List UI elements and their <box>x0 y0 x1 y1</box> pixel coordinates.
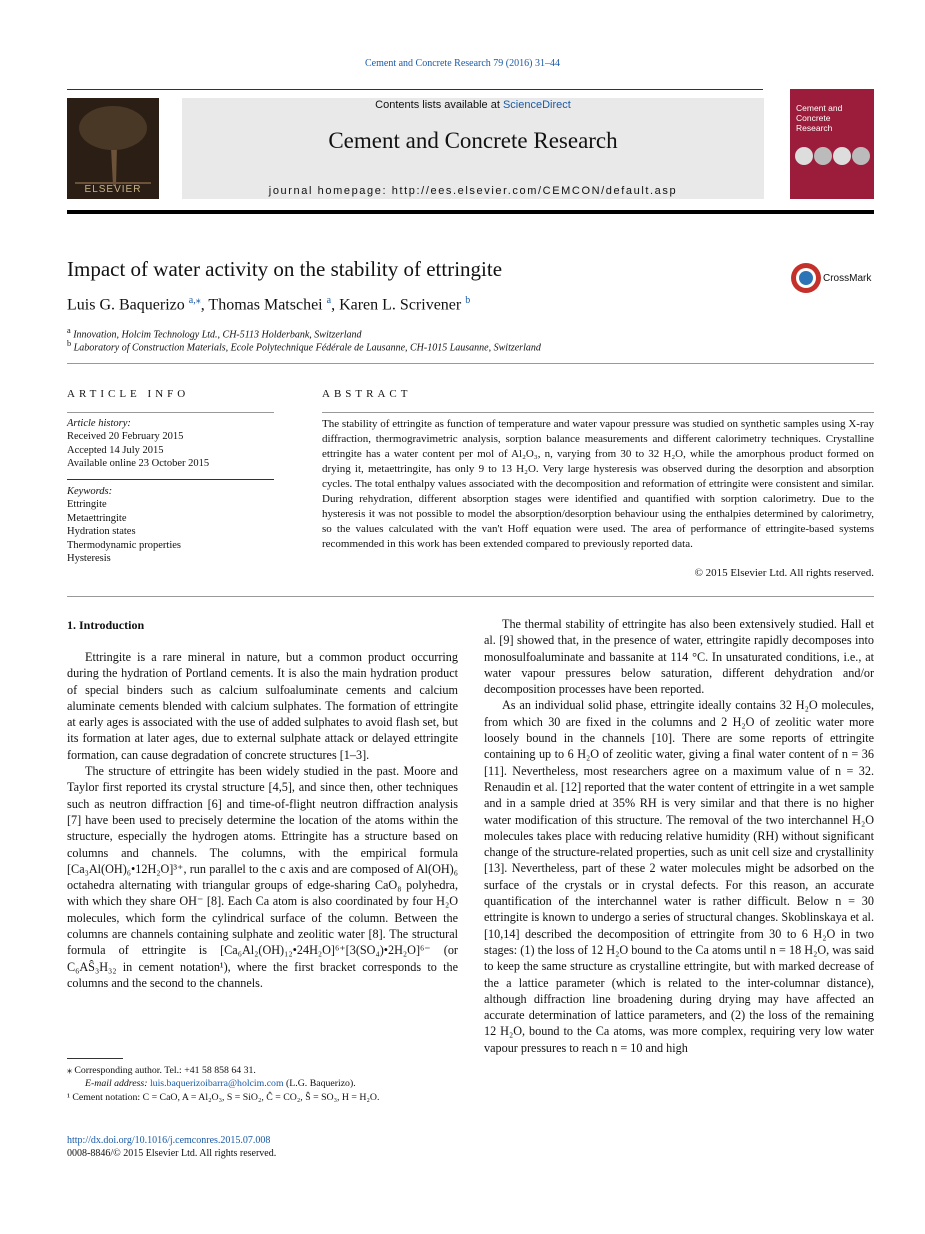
body-column-left <box>67 649 458 991</box>
contents-prefix: Contents lists available at <box>375 99 503 111</box>
author-affiliation-mark[interactable]: a <box>326 295 332 306</box>
crossmark-label[interactable]: CrossMark <box>823 273 872 284</box>
body-paragraph: Ettringite is a rare mineral in nature, but a common product occurring during the hydration of Portland cements. It is also the main hydration product of special binders such as calcium sulfoaluminate cements and calcium aluminate cements blended with calcium sulphates. The formation of ettringite at early ages is associated with the use of added sulphates to avoid flash set, but its formation at later ages, due to external sulphate attack or delayed ettringite formation, can cause degradation of concrete structures [1–3]. <box>67 650 458 762</box>
article-info-heading: ARTICLE INFO <box>67 388 190 400</box>
keyword: Hydration states <box>67 526 136 538</box>
history-item: Accepted 14 July 2015 <box>67 444 164 456</box>
keywords-label: Keywords: <box>67 486 113 497</box>
sciencedirect-link[interactable]: ScienceDirect <box>502 99 571 111</box>
author-affiliation-mark[interactable]: a,⁎ <box>188 295 201 306</box>
keyword: Ettringite <box>67 499 107 511</box>
affiliation-text: Innovation, Holcim Technology Ltd., CH-5113 Holderbank, Switzerland <box>73 329 362 341</box>
body-paragraph: The thermal stability of ettringite has also been extensively studied. Hall et al. [9] showed that, in the presence of water, ettringite rapidly decomposes into monosulfoaluminate and bassanite at 114 °C. In unsaturated conditions, i.e., at water vapour pressures below saturation, different dehydration and/or decomposition processes have been reported. <box>484 617 874 697</box>
email-label: E-mail address: <box>85 1078 150 1089</box>
author-name[interactable]: Luis G. Baquerizo <box>67 296 189 314</box>
keyword: Hysteresis <box>67 553 111 565</box>
contents-line <box>182 99 764 111</box>
keyword: Metaettringite <box>67 512 127 524</box>
divider <box>322 412 874 413</box>
body-column-right <box>484 616 874 1056</box>
affiliation-mark: a <box>67 326 71 335</box>
email-suffix: (L.G. Baquerizo). <box>283 1078 356 1089</box>
abstract-heading: ABSTRACT <box>322 388 412 400</box>
header-rule <box>67 89 763 90</box>
history-item: Available online 23 October 2015 <box>67 458 210 470</box>
cover-title <box>796 103 842 133</box>
divider <box>67 412 274 413</box>
footnote-corresponding: ⁎ Corresponding author. Tel.: +41 58 858 64 31. <box>67 1065 256 1076</box>
journal-citation[interactable]: Cement and Concrete Research 79 (2016) 31–44 <box>365 58 560 69</box>
publisher-wordmark: ELSEVIER <box>84 184 142 195</box>
cover-title-line: Cement and <box>796 103 843 113</box>
copyright: © 2015 Elsevier Ltd. All rights reserved. <box>694 567 874 579</box>
section-heading: 1. Introduction <box>67 618 145 632</box>
footnote-notation: ¹ Cement notation: C = CaO, A = Al₂O₃, S = SiO₂, Ĉ = CO₂, Ŝ = SO₃, H = H₂O. <box>67 1092 380 1103</box>
divider <box>67 479 274 480</box>
issn-line: 0008-8846/© 2015 Elsevier Ltd. All rights reserved. <box>67 1148 277 1159</box>
author-affiliation-mark[interactable]: b <box>465 295 471 306</box>
divider <box>67 596 874 597</box>
keywords <box>67 485 181 565</box>
author-name[interactable]: , Thomas Matschei <box>200 296 327 314</box>
author-name[interactable]: , Karen L. Scrivener <box>331 296 466 314</box>
history-label: Article history: <box>67 418 131 429</box>
journal-homepage[interactable]: journal homepage: http://ees.elsevier.com/CEMCON/default.asp <box>268 185 678 197</box>
affiliation <box>67 339 541 353</box>
footnote-rule <box>67 1058 123 1059</box>
footnote-email <box>85 1078 356 1089</box>
history-item: Received 20 February 2015 <box>67 431 184 443</box>
affiliation-mark: b <box>67 339 72 348</box>
affiliation-text: Laboratory of Construction Materials, Ecole Polytechnique Fédérale de Lausanne, CH-1015 Lausanne, Switzerland <box>73 342 541 354</box>
article-history <box>67 417 209 471</box>
cover-discs-icon <box>794 145 870 167</box>
author-list <box>67 295 470 314</box>
cover-title-line: Research <box>796 123 833 133</box>
cover-title-line: Concrete <box>796 113 831 123</box>
abstract-text: The stability of ettringite as function of temperature and water vapour pressure was studied on synthetic samples using X-ray diffraction, thermogravimetric analysis, sorption balance measurements and different calorimetry techniques. Crystalline ettringite has a water content per mol of Al₂O₃, n, varying from 30 to 32 H₂O, while the amorphous product formed on drying it, metaettringite, has only 9 to 13 H₂O. Very large hysteresis was observed during the desorption and absorption cycles. The total enthalpy values associated with the decomposition and reformation of ettringite were consistent and similar. During rehydration, different absorption stages were identified and quantified with sorption calorimetry. Due to the hysteresis it was not possible to model the absorption/desorption behaviour using the enthalpies determined by calorimetry, so the values calculated with the van't Hoff equation were used. The area of performance of ettringite-based systems recommended in this work has been extended compared to previously reported data. <box>322 418 874 550</box>
elsevier-logo <box>67 98 159 199</box>
doi-link[interactable]: http://dx.doi.org/10.1016/j.cemconres.2015.07.008 <box>67 1135 271 1146</box>
keyword: Thermodynamic properties <box>67 539 182 551</box>
journal-title: Cement and Concrete Research <box>328 128 618 153</box>
article-title: Impact of water activity on the stability of ettringite <box>67 257 503 281</box>
header-thick-rule <box>67 210 874 214</box>
divider <box>67 363 874 364</box>
body-paragraph: The structure of ettringite has been widely studied in the past. Moore and Taylor first reported its crystal structure [4,5], and since then, other techniques such as neutron diffraction [6] and time-of-flight neutron diffraction analysis [7] have been used to precisely determine the location of the atoms within the structure, especially the hydrogen atoms. Ettringite has a structure based on columns and channels. The columns, with the empirical formula [Ca₃Al(OH)₆•12H₂O]³⁺, run parallel to the c axis and are composed of Al(OH)₆ octahedra alternating with triangular groups of edge-sharing CaO₈ polyhedra, with which they share OH⁻ [8]. Each Ca atom is also coordinated by four H₂O molecules, which form the cylindrical surface of the column. Between the columns are channels containing sulphate and zeolitic water [8]. The structural formula of ettringite is [Ca₆Al₂(OH)₁₂•24H₂O]⁶⁺[3(SO₄)•2H₂O]⁶⁻ (or C₆AŜ₃H₃₂ in cement notation¹), where the first bracket corresponds to the columns and the second to the channels. <box>67 764 458 990</box>
body-paragraph: As an individual solid phase, ettringite ideally contains 32 H₂O molecules, from which 30 are fixed in the columns and 2 H₂O of zeolitic water more loosely bound in the channels [10]. There are some reports of ettringite containing up to 6 H₂O of zeolitic water, giving a final water content of n = 36 [11]. Nevertheless, most researchers agree on a maximum value of n = 32. Renaudin et al. [12] reported that the water content of ettringite in a wet sample and in a sample dried at 35% RH is very similar and that there is no higher water modification of this structure. The removal of the two interchannel H₂O molecules takes place with reducing relative humidity (RH) without significant change of the structure-related properties, such as unit cell size and crystallinity [13]. Nevertheless, part of these 2 water molecules might be adsorbed on the surface of the crystals or in crystal defects. For this reason, an accurate quantification of the interchannel water is rather difficult. Below n = 30 ettringite is known to undergo a series of structural changes. Skoblinskaya et al. [10,14] described the decomposition of ettringite from 30 to 6 H₂O in two stages: (1) the loss of 12 H₂O bound to the Ca atoms until n = 18 H₂O, was said to keep the same structure as crystalline ettringite, but with marked decrease of the a lattice parameter (which is related to the inter-columnar distance), although diffraction line broadening during drying may have affected an accurate determination of lattice parameters, and (2) the loss of the remaining 12 H₂O, bound to the Ca atoms, was more complex, requiring very low water vapour pressures to reach n = 10 and high <box>484 698 874 1055</box>
crossmark-icon[interactable] <box>790 262 822 294</box>
email-link[interactable]: luis.baquerizoibarra@holcim.com <box>149 1078 284 1089</box>
